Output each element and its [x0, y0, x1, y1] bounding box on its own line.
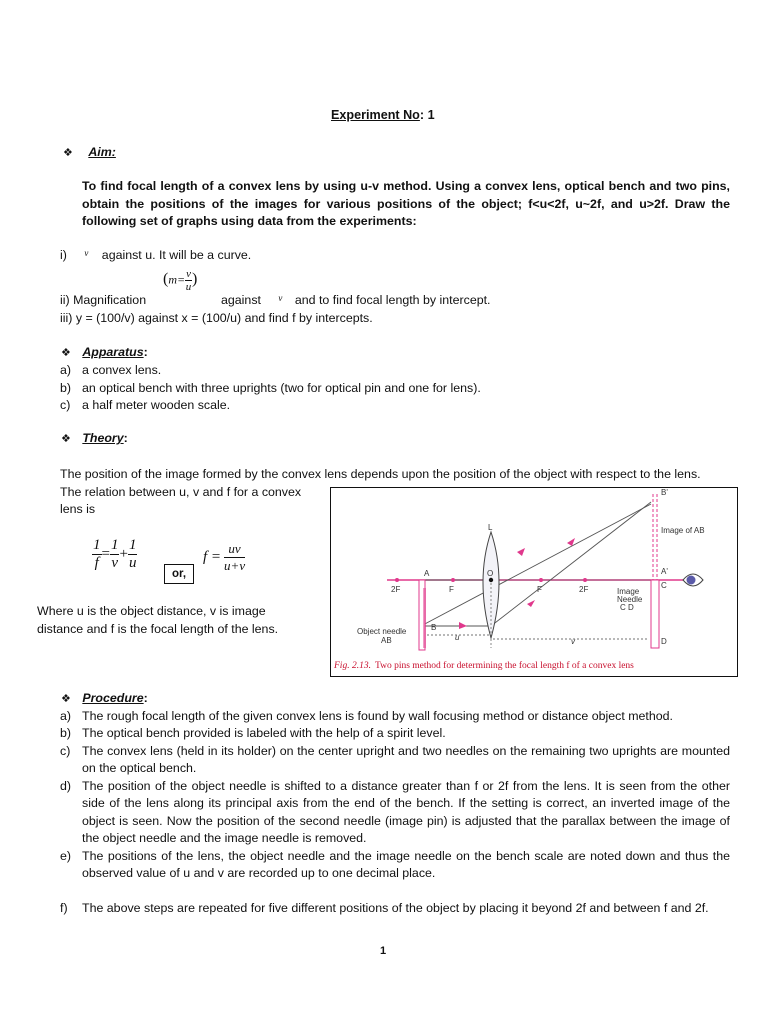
formula-uv: uv [224, 541, 245, 558]
label-u: u [455, 633, 460, 642]
list-label: e) [60, 849, 72, 863]
aim-item-ii-rest [221, 293, 491, 307]
formula-one: 1 [128, 537, 137, 553]
list-label: d) [60, 779, 72, 793]
caption-text: Two pins method for determining the focal length f of a convex lens [374, 661, 634, 671]
formula-f: f [94, 555, 99, 571]
aim-item-ii-against: against [221, 293, 261, 307]
theory-title: Theory [82, 431, 124, 445]
theory-where-2: distance and f is the focal length of the lens. [37, 622, 279, 636]
or-label: or, [171, 568, 187, 580]
label-b-prime: B' [661, 488, 668, 497]
magnification-formula: (m= $\frac{v}{u}$ ) [163, 268, 198, 293]
theory-line-1: The position of the image formed by the convex lens depends upon the position of the object with respect to the lens. [60, 467, 701, 481]
experiment-title [331, 108, 435, 122]
image-needle [651, 580, 659, 648]
label-d: D [661, 637, 667, 646]
theory-heading [61, 431, 128, 445]
aim-item-ii-v: v [278, 293, 283, 303]
list-label: b) [60, 726, 72, 740]
formula-equals: = [101, 545, 110, 562]
aim-item-i-label: i) [60, 248, 67, 262]
aim-item-ii-text: and to find focal length by intercept. [294, 293, 491, 307]
lens-formula [92, 537, 137, 572]
formula-one: 1 [110, 537, 119, 553]
list-text: The above steps are repeated for five different positions of the object by placing it beyond 2f and between f and 2f. [82, 901, 709, 915]
figure-caption [333, 660, 634, 671]
m-equals: m= [168, 272, 186, 287]
apparatus-colon: : [143, 345, 148, 359]
label-a: A [424, 569, 430, 578]
label-2f-left: 2F [391, 585, 401, 594]
bullet-diamond-icon: ❖ [61, 347, 71, 359]
formula-f2: f = [203, 549, 222, 565]
theory-line-3: lens is [60, 502, 96, 516]
title-prefix: Experiment No [331, 108, 420, 122]
label-b: B [431, 623, 437, 632]
title-suffix: : 1 [419, 108, 435, 122]
list-text: The convex lens (held in its holder) on the center upright and two needles on the remaining two uprights are mounted on the optical bench. [82, 744, 730, 776]
formula-u-plus-v: u+v [224, 558, 246, 573]
list-text: The rough focal length of the given convex lens is found by wall focusing method or distance object method. [82, 709, 673, 723]
list-text: The position of the object needle is shifted to a distance greater than f or 2f from the lens. It is seen from the other side of the lens along its principal axis from the end of the bench. If the setting is correct, an inverted image of the object is seen. Now the position of the second needle (image pin) is adjusted that the parallax between the image of the object needle and the image needle is removed. [82, 779, 730, 846]
theory-colon: : [123, 431, 128, 445]
formula-plus: + [119, 545, 128, 562]
list-text: a convex lens. [82, 363, 162, 377]
label-ab: AB [381, 636, 392, 645]
ray-line [421, 504, 651, 626]
list-label: f) [60, 901, 68, 915]
apparatus-title: Apparatus [82, 345, 144, 359]
label-cd: C D [620, 603, 634, 612]
ray-arrow-icon [527, 600, 535, 607]
label-f-right: F [537, 585, 542, 594]
label-a-prime: A' [661, 567, 668, 576]
theory-where-1: Where u is the object distance, v is image [37, 604, 266, 618]
figure-two-pins [330, 487, 738, 677]
list-label: b) [60, 381, 72, 395]
aim-item-i [60, 248, 251, 262]
list-label: c) [60, 744, 71, 758]
procedure-colon: : [143, 691, 148, 705]
label-c: C [661, 581, 667, 590]
theory-line-2: The relation between u, v and f for a convex [60, 485, 302, 499]
list-label: a) [60, 709, 72, 723]
label-2f-right: 2F [579, 585, 589, 594]
list-text: an optical bench with three uprights (two for optical pin and one for lens). [82, 381, 481, 395]
label-image-of-ab: Image of AB [661, 526, 705, 535]
aim-item-i-text: against u. It will be a curve. [101, 248, 252, 262]
label-object-needle: Object needle [357, 627, 407, 636]
formula-v: v [111, 555, 119, 571]
formula-one: 1 [93, 537, 101, 553]
list-text: The optical bench provided is labeled with the help of a spirit level. [82, 726, 446, 740]
formula-u: u [128, 555, 137, 571]
page-number: 1 [380, 945, 387, 957]
bullet-diamond-icon: ❖ [63, 147, 73, 159]
list-text: a half meter wooden scale. [82, 398, 231, 412]
caption-label: Fig. 2.13. [334, 661, 371, 671]
list-label: c) [60, 398, 71, 412]
bullet-diamond-icon: ❖ [61, 693, 71, 705]
aim-title: Aim: [88, 145, 116, 159]
ray-arrow-icon [517, 548, 525, 556]
or-box [164, 564, 194, 584]
list-text: The positions of the lens, the object needle and the image needle on the bench scale are noted down and thus the observed value of u and v are recorded up to one decimal place. [82, 849, 730, 881]
ray-arrow-icon [459, 622, 467, 629]
aim-item-i-v: v [84, 248, 89, 258]
focal-formula [203, 541, 245, 574]
bullet-diamond-icon: ❖ [61, 433, 71, 445]
procedure-title: Procedure [82, 691, 144, 705]
label-o: O [487, 569, 494, 578]
apparatus-heading [61, 345, 148, 359]
label-v: v [571, 637, 575, 646]
optics-diagram [331, 488, 736, 674]
aim-item-iii: iii) y = (100/v) against x = (100/u) and find f by intercepts. [60, 311, 373, 325]
label-image-needle-1: Image [617, 587, 640, 596]
aim-item-ii [60, 293, 146, 307]
m-numerator: v [186, 268, 191, 280]
list-label: a) [60, 363, 72, 377]
aim-heading [63, 145, 116, 159]
eye-pupil [687, 576, 696, 585]
label-f-left: F [449, 585, 454, 594]
aim-item-ii-label: ii) Magnification [60, 293, 147, 307]
m-denominator: u [185, 281, 192, 293]
label-l: L [488, 523, 493, 532]
label-image-needle-2: Needle [617, 595, 643, 604]
aim-text: To find focal length of a convex lens by using u-v method. Using a convex lens, optical bench and two pins, obtain the positions of the images for various positions of the object; f<u<2f, u~2f, and u>2f. Draw the following set of graphs using data from the experiments: [82, 179, 730, 229]
procedure-heading [61, 691, 148, 705]
